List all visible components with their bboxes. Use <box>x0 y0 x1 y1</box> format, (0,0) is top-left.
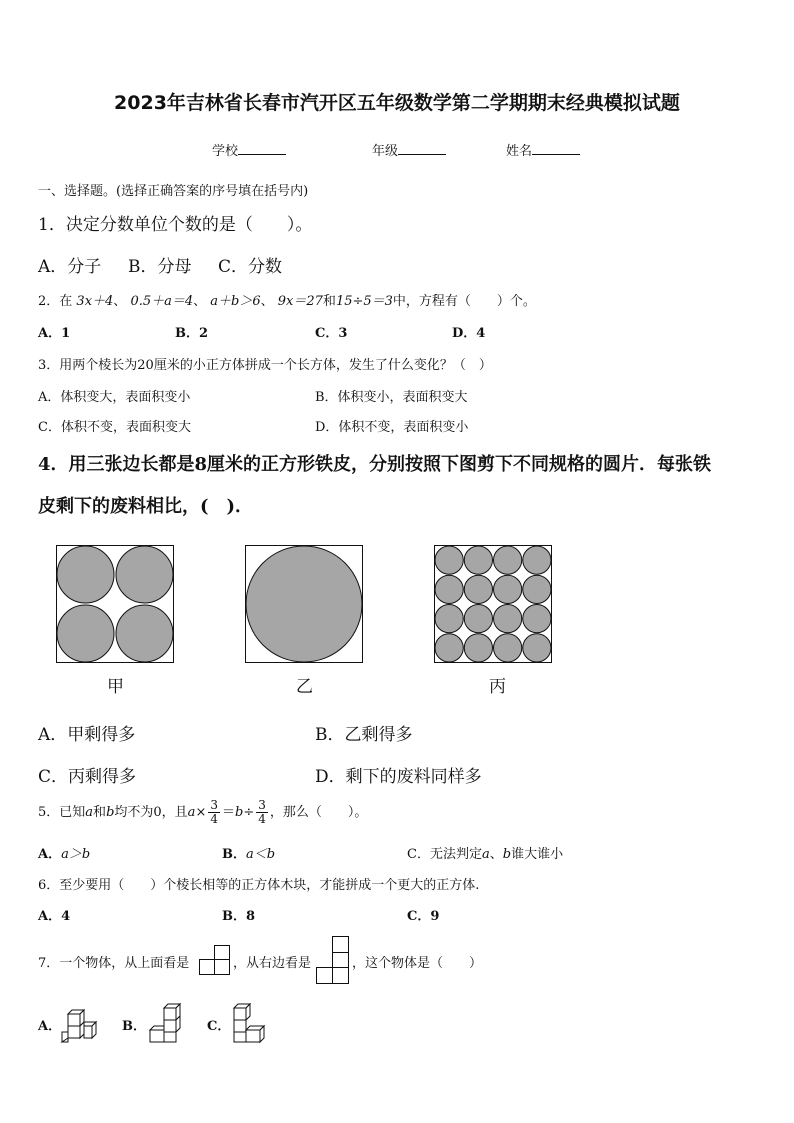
q5-option-a[interactable]: A．a＞b <box>38 847 91 862</box>
q2-expr-5: 15÷5＝3 <box>335 294 393 309</box>
q5-text-3: 均不为0，且 <box>114 805 188 820</box>
q1-option-a[interactable]: A．分子 <box>38 257 102 277</box>
q7-option-c-cubes[interactable] <box>230 1002 268 1044</box>
figure-bing <box>434 545 552 663</box>
school-field[interactable] <box>212 140 286 159</box>
circle-piece <box>435 546 463 574</box>
q3-option-d[interactable]: D．体积不变，表面积变小 <box>315 420 469 435</box>
q2-and: 和 <box>322 294 336 309</box>
question-5 <box>38 796 367 830</box>
circle-piece <box>523 634 551 662</box>
circle-piece <box>494 634 522 662</box>
q7-option-b-cubes[interactable] <box>146 1002 184 1044</box>
q7-option-b-label[interactable]: B． <box>122 1019 146 1034</box>
grade-field[interactable] <box>372 140 446 159</box>
top-view-figure <box>199 945 231 975</box>
q7-option-a-cubes[interactable] <box>60 1002 98 1044</box>
q4-option-b[interactable]: B．乙剩得多 <box>315 725 413 745</box>
q5-text-1: 5．已知 <box>38 805 86 820</box>
q5-var-b: b <box>106 805 115 820</box>
q2-prefix: 2．在 <box>38 294 73 309</box>
name-label: 姓名 <box>506 144 533 159</box>
circle-piece <box>523 546 551 574</box>
figure-jia <box>56 545 174 663</box>
section-heading: 一、选择题。(选择正确答案的序号填在括号内) <box>38 184 309 199</box>
question-1: 1．决定分数单位个数的是（ ）。 <box>38 215 313 235</box>
q4-option-d[interactable]: D．剩下的废料同样多 <box>315 767 482 787</box>
circle-piece <box>523 605 551 633</box>
right-view-figure <box>316 936 350 984</box>
question-4-line-2: 皮剩下的废料相比，( )． <box>38 496 254 517</box>
circle-piece <box>464 546 492 574</box>
grade-label: 年级 <box>372 144 399 159</box>
q2-suffix: 中，方程有（ ）个。 <box>392 294 536 309</box>
circle-piece <box>494 546 522 574</box>
q5-var-b-2: b <box>235 805 244 820</box>
circle-piece <box>464 575 492 603</box>
q5-option-b[interactable]: B．a＜b <box>222 847 276 862</box>
q2-option-d[interactable]: D．4 <box>452 326 486 341</box>
q2-option-c[interactable]: C．3 <box>315 326 348 341</box>
question-6: 6．至少要用（ ）个棱长相等的正方体木块，才能拼成一个更大的正方体. <box>38 878 480 893</box>
circle-piece <box>494 575 522 603</box>
question-3: 3．用两个棱长为20厘米的小正方体拼成一个长方体，发生了什么变化？（ ） <box>38 358 492 373</box>
circle-piece <box>435 634 463 662</box>
circle-piece <box>435 605 463 633</box>
q2-option-b[interactable]: B．2 <box>175 326 209 341</box>
question-4-line-1: 4．用三张边长都是8厘米的正方形铁皮，分别按照下图剪下不同规格的圆片．每张铁 <box>38 454 712 475</box>
q3-option-b[interactable]: B．体积变小，表面积变大 <box>315 390 468 405</box>
school-label: 学校 <box>212 144 239 159</box>
figure-jia-label: 甲 <box>107 677 124 697</box>
question-7-text-3: ，这个物体是（ ） <box>352 956 483 971</box>
q1-option-c[interactable]: C．分数 <box>218 257 283 277</box>
q3-option-c[interactable]: C．体积不变，表面积变大 <box>38 420 191 435</box>
q7-option-a-label[interactable]: A． <box>38 1019 62 1034</box>
q2-option-a[interactable]: A．1 <box>38 326 71 341</box>
question-7-text-1: 7．一个物体，从上面看是 <box>38 956 190 971</box>
q5-times: × <box>195 805 207 820</box>
q6-option-b[interactable]: B．8 <box>222 909 256 924</box>
figure-bing-label: 丙 <box>489 677 506 697</box>
q5-text-4: ，那么（ ）。 <box>269 805 368 820</box>
q5-eq: ＝ <box>221 805 235 820</box>
q3-option-a[interactable]: A．体积变大，表面积变小 <box>38 390 191 405</box>
q2-expr-1: 3x＋4 <box>76 294 114 309</box>
name-field[interactable] <box>506 140 580 159</box>
question-7-text-2: ，从右边看是 <box>233 956 312 971</box>
q2-expr-2: 0.5＋a＝4 <box>130 294 194 309</box>
q1-option-b[interactable]: B．分母 <box>128 257 192 277</box>
q5-var-a: a <box>85 805 94 820</box>
q5-fraction-2: $\frac{3}{4}$ <box>258 798 266 826</box>
circle-piece <box>464 634 492 662</box>
question-2: 2．在 3x＋4、 0.5＋a＝4、 a＋b＞6、 9x＝27和15÷5＝3中，方程有（ ）个。 <box>38 294 536 309</box>
figure-yi-label: 乙 <box>296 677 313 697</box>
q4-option-c[interactable]: C．丙剩得多 <box>38 767 137 787</box>
q4-option-a[interactable]: A．甲剩得多 <box>38 725 136 745</box>
q5-fraction-1: $\frac{3}{4}$ <box>210 798 218 826</box>
q5-option-c[interactable]: C．无法判定a、b谁大谁小 <box>407 847 564 862</box>
q2-expr-3: a＋b＞6 <box>210 294 261 309</box>
q7-option-c-label[interactable]: C． <box>207 1019 231 1034</box>
circle-piece <box>464 605 492 633</box>
circle-piece <box>494 605 522 633</box>
q6-option-a[interactable]: A．4 <box>38 909 71 924</box>
page-title: 2023年吉林省长春市汽开区五年级数学第二学期期末经典模拟试题 <box>114 92 680 114</box>
q5-text-2: 和 <box>93 805 107 820</box>
figure-yi <box>245 545 363 663</box>
circle-piece <box>435 575 463 603</box>
q5-div: ÷ <box>243 805 255 820</box>
circle-piece <box>523 575 551 603</box>
q6-option-c[interactable]: C．9 <box>407 909 440 924</box>
q2-expr-4: 9x＝27 <box>277 294 323 309</box>
q5-var-a-2: a <box>187 805 196 820</box>
